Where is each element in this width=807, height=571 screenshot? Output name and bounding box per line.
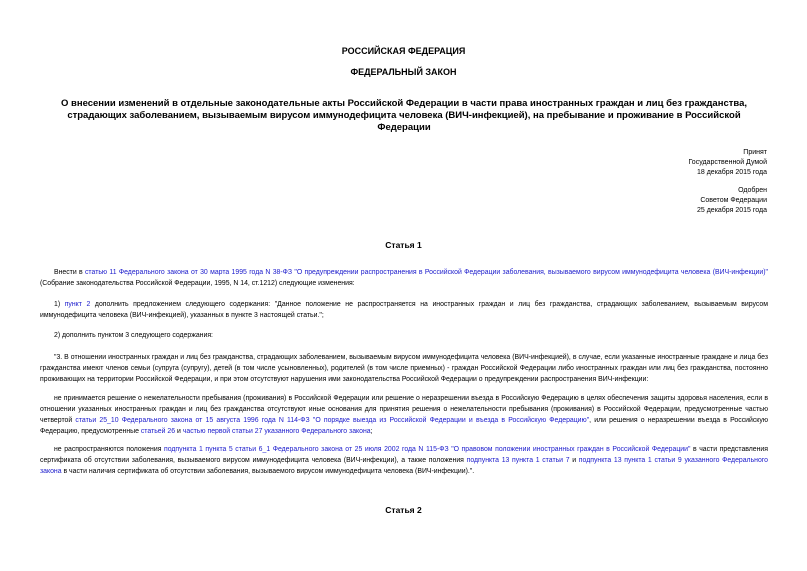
article-27-link[interactable]: частью первой статьи 27 указанного Федерального закона	[182, 428, 371, 435]
law-title: О внесении изменений в отдельные законодательные акты Российской Федерации в части права иностранных граждан и лиц без гражданства, страдающих заболеванием, вызываемым вирусом иммунодефицита человека (ВИЧ-инфекцией), на пребывание и проживание в Российской Федерации	[60, 98, 748, 133]
paragraph-text: не принимается решение о нежелательности пребывания (проживания) в Российской Федерации или решение о неразрешении въезда в Российскую Федерацию в целях обеспечения защиты здоровья населения, если в отношении указанных иностранных граждан и лиц без гражданства отсутствуют иные основания для принятия решения о нежелательности пребывания (проживания) в Российской Федерации, предусмотренные частью четвертой	[40, 395, 768, 424]
approved-label: Одобрен	[738, 187, 767, 194]
paragraph-text: и	[569, 457, 579, 464]
item-1-paragraph	[40, 299, 768, 321]
point-2-link[interactable]: пункт 2	[64, 301, 91, 308]
article-7-link[interactable]: подпункта 13 пункта 1 статьи 7	[466, 457, 570, 464]
paragraph-text: , или решения о неразрешении въезда в Российскую Федерацию, предусмотренные	[40, 417, 769, 435]
paragraph-text: не распространяются положения	[54, 446, 164, 453]
no-undesirability-paragraph	[40, 393, 768, 437]
paragraph-text: (Собрание законодательства Российской Федерации, 1995, N 14, ст.1212) следующие изменения:	[40, 280, 355, 287]
paragraph-text: ;	[370, 428, 373, 435]
approved-body: Советом Федерации	[700, 197, 767, 204]
country-heading: РОССИЙСКАЯ ФЕДЕРАЦИЯ	[341, 46, 466, 56]
approval-block	[697, 186, 767, 216]
new-point-3-paragraph: "3. В отношении иностранных граждан и лиц без гражданства, страдающих заболеванием, вызываемым вирусом иммунодефицита человека (ВИЧ-инфекцией), в случае, если указанные иностранные граждане и лица без гражданства имеют членов семьи (супруга (супругу), детей (в том числе усыновленных), родителей (в том числе приемных) - граждан Российской Федерации либо иностранных граждан или лиц без гражданства, постоянно проживающих на территории Российской Федерации, и при этом отсутствуют нарушения ими законодательства Российской Федерации о предупреждении распространения ВИЧ-инфекции:	[40, 354, 768, 383]
adopted-label: Принят	[743, 149, 767, 156]
law-114-fz-link[interactable]: статьи 25_10 Федерального закона от 15 августа 1996 года N 114-ФЗ "О порядке выезда из Российской Федерации и въезда в Российскую Федерацию"	[75, 417, 590, 424]
adopted-date: 18 декабря 2015 года	[696, 169, 767, 176]
article-26-link[interactable]: статьей 26	[140, 428, 176, 435]
adopted-body: Государственной Думой	[688, 159, 767, 166]
item-2-paragraph: 2) дополнить пунктом 3 следующего содержания:	[54, 332, 213, 339]
article-9-link[interactable]: подпункта 13 пункта 1 статьи 9 указанного Федерального закона	[40, 457, 769, 475]
paragraph-text: в части представления сертификата об отсутствии заболевания, вызываемого вирусом иммунодефицита человека (ВИЧ-инфекции), а также положения	[40, 446, 769, 464]
article-2-heading: Статья 2	[385, 505, 422, 515]
article-1-heading: Статья 1	[385, 240, 422, 250]
paragraph-text: и	[175, 428, 183, 435]
adoption-block	[688, 148, 767, 178]
law-reference-link[interactable]: статью 11 Федерального закона от 30 марта 1995 года N 38-ФЗ "О предупреждении распространения в Российской Федерации заболевания, вызываемого вирусом иммунодефицита человека (ВИЧ-инфекции)"	[84, 269, 768, 276]
paragraph-text: дополнить предложением следующего содержания: "Данное положение не распространяется на иностранных граждан и лиц без гражданства, страдающих заболеванием, вызываемым вирусом иммунодефицита человека (ВИЧ-инфекцией), указанных в пункте 3 настоящей статьи.";	[40, 301, 768, 319]
article-1-intro-paragraph	[40, 267, 768, 289]
provisions-not-applied-paragraph	[40, 444, 768, 477]
paragraph-text: 1)	[54, 301, 65, 308]
paragraph-text: Внести в	[54, 269, 85, 276]
law-type-heading: ФЕДЕРАЛЬНЫЙ ЗАКОН	[350, 67, 457, 77]
paragraph-text: в части наличия сертификата об отсутствии заболевания, вызываемого вирусом иммунодефицита человека (ВИЧ-инфекции).".	[61, 468, 475, 475]
law-115-fz-link[interactable]: подпункта 1 пункта 5 статьи 6_1 Федерального закона от 25 июля 2002 года N 115-ФЗ "О правовом положении иностранных граждан в Российской Федерации"	[164, 446, 691, 453]
approved-date: 25 декабря 2015 года	[696, 207, 767, 214]
